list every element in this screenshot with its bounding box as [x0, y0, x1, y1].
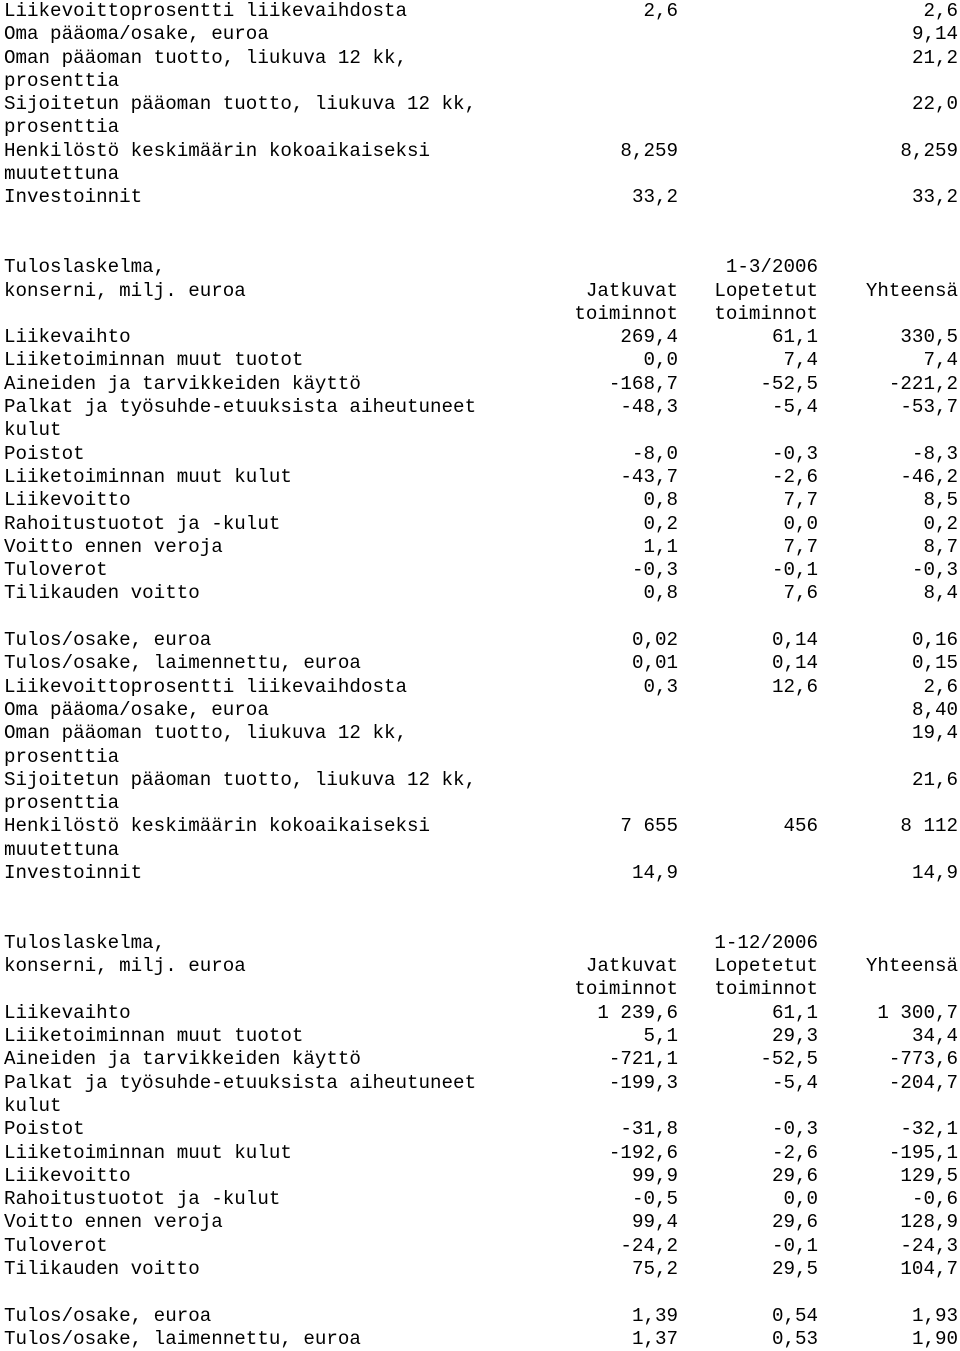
value-continuing	[564, 699, 678, 722]
row-label: Liiketoiminnan muut tuotot	[4, 349, 304, 372]
table-row-continuation	[4, 419, 958, 442]
row-label: Liiketoiminnan muut kulut	[4, 465, 292, 488]
value-total: 0,16	[911, 629, 958, 652]
table-row	[4, 629, 958, 652]
table-row	[4, 722, 958, 745]
table-row	[4, 326, 958, 349]
col-continuing-line2: toiminnot	[574, 978, 678, 1001]
section-q1-header-row-2	[4, 280, 958, 303]
value-discontinued: 7,7	[783, 535, 818, 558]
key-figures-fy	[4, 1305, 958, 1351]
row-label: Investoinnit	[4, 186, 143, 209]
row-label-continuation: prosenttia	[4, 69, 120, 92]
value-discontinued: 0,14	[771, 652, 818, 675]
value-discontinued: -52,5	[760, 372, 818, 395]
value-continuing	[564, 769, 678, 792]
row-label: Voitto ennen veroja	[4, 535, 223, 558]
table-row-continuation	[4, 116, 958, 139]
value-total: -0,3	[911, 559, 958, 582]
value-total: -204,7	[888, 1071, 958, 1094]
col-continuing-line1: Jatkuvat	[585, 955, 678, 978]
value-continuing: 7 655	[620, 815, 678, 838]
row-label: Sijoitetun pääoman tuotto, liukuva 12 kk,	[4, 93, 477, 116]
value-discontinued: 29,6	[771, 1164, 818, 1187]
value-continuing	[564, 23, 678, 46]
row-label: Liikevoitto	[4, 1164, 131, 1187]
row-label-continuation: muutettuna	[4, 838, 120, 861]
value-continuing: 1,1	[643, 535, 678, 558]
table-row-continuation	[4, 839, 958, 862]
value-total: 104,7	[900, 1258, 958, 1281]
value-continuing: -721,1	[608, 1048, 678, 1071]
row-label: Tilikauden voitto	[4, 1258, 200, 1281]
value-total: 7,4	[923, 349, 958, 372]
col-discontinued-line2: toiminnot	[714, 978, 818, 1001]
row-label: Liiketoiminnan muut tuotot	[4, 1025, 304, 1048]
value-discontinued: 29,6	[771, 1211, 818, 1234]
row-label: Tuloverot	[4, 1234, 108, 1257]
value-total: 14,9	[911, 861, 958, 884]
period-label: 1-3/2006	[725, 256, 818, 279]
value-continuing: -199,3	[608, 1071, 678, 1094]
value-continuing: -43,7	[620, 465, 678, 488]
value-discontinued: -5,4	[771, 396, 818, 419]
row-label-continuation: muutettuna	[4, 163, 120, 186]
row-label-continuation: prosenttia	[4, 745, 120, 768]
section-title-line2: konserni, milj. euroa	[4, 279, 246, 302]
table-row-continuation	[4, 792, 958, 815]
row-label: Liikevaihto	[4, 326, 131, 349]
row-label-continuation: kulut	[4, 419, 62, 442]
value-total: 8,259	[900, 139, 958, 162]
value-total: 8,40	[911, 698, 958, 721]
value-discontinued: 0,53	[771, 1327, 818, 1350]
value-discontinued: 7,6	[783, 582, 818, 605]
value-total: 19,4	[911, 722, 958, 745]
value-discontinued: 7,4	[783, 349, 818, 372]
value-discontinued	[678, 93, 818, 116]
value-continuing: -168,7	[608, 372, 678, 395]
value-discontinued: -0,1	[771, 559, 818, 582]
value-continuing: 0,3	[643, 675, 678, 698]
table-row-continuation	[4, 163, 958, 186]
row-label-continuation: prosenttia	[4, 792, 120, 815]
value-discontinued	[678, 23, 818, 46]
row-label: Tuloverot	[4, 559, 108, 582]
row-label: Palkat ja työsuhde-etuuksista aiheutuneet	[4, 1071, 477, 1094]
row-label: Aineiden ja tarvikkeiden käyttö	[4, 372, 361, 395]
table-row	[4, 186, 958, 209]
value-continuing: -192,6	[608, 1141, 678, 1164]
value-discontinued: -0,3	[771, 442, 818, 465]
row-label: Sijoitetun pääoman tuotto, liukuva 12 kk,	[4, 768, 477, 791]
table-row	[4, 1165, 958, 1188]
table-row	[4, 466, 958, 489]
col-total: Yhteensä	[865, 955, 958, 978]
section-q1-header-row-1	[4, 256, 958, 279]
table-row	[4, 1211, 958, 1234]
value-continuing: -31,8	[620, 1118, 678, 1141]
table-row	[4, 1142, 958, 1165]
table-row	[4, 559, 958, 582]
value-discontinued: 12,6	[771, 675, 818, 698]
value-total: -32,1	[900, 1118, 958, 1141]
value-total: -0,6	[911, 1188, 958, 1211]
table-row	[4, 1072, 958, 1095]
value-continuing: 5,1	[643, 1025, 678, 1048]
col-continuing-line2: toiminnot	[574, 302, 678, 325]
row-label: Tulos/osake, laimennettu, euroa	[4, 652, 361, 675]
value-discontinued: -0,1	[771, 1234, 818, 1257]
value-continuing: 269,4	[620, 326, 678, 349]
table-row	[4, 769, 958, 792]
row-label: Liikevaihto	[4, 1001, 131, 1024]
table-row	[4, 23, 958, 46]
table-row	[4, 1235, 958, 1258]
row-label: Liiketoiminnan muut kulut	[4, 1141, 292, 1164]
value-continuing: -8,0	[631, 442, 678, 465]
row-label: Tilikauden voitto	[4, 582, 200, 605]
value-discontinued: 0,54	[771, 1304, 818, 1327]
value-discontinued	[678, 769, 818, 792]
row-label: Tulos/osake, euroa	[4, 629, 212, 652]
value-continuing: -48,3	[620, 396, 678, 419]
row-label: Tulos/osake, euroa	[4, 1304, 212, 1327]
value-discontinued: 456	[783, 815, 818, 838]
value-discontinued	[678, 0, 818, 23]
col-discontinued-line2: toiminnot	[714, 302, 818, 325]
row-label-continuation: kulut	[4, 1094, 62, 1117]
table-row	[4, 443, 958, 466]
value-discontinued: 0,0	[783, 512, 818, 535]
value-continuing: 99,4	[631, 1211, 678, 1234]
value-total: 2,6	[923, 675, 958, 698]
table-row	[4, 1002, 958, 1025]
value-discontinued	[678, 699, 818, 722]
table-row	[4, 582, 958, 605]
value-total: 1,90	[911, 1327, 958, 1350]
value-total: 0,15	[911, 652, 958, 675]
value-continuing	[564, 722, 678, 745]
value-continuing: 14,9	[631, 861, 678, 884]
table-row	[4, 0, 958, 23]
row-label: Oman pääoman tuotto, liukuva 12 kk,	[4, 46, 408, 69]
table-row	[4, 1118, 958, 1141]
table-row	[4, 652, 958, 675]
row-label: Aineiden ja tarvikkeiden käyttö	[4, 1048, 361, 1071]
value-continuing: 99,9	[631, 1164, 678, 1187]
table-row	[4, 489, 958, 512]
section-title-line1: Tuloslaskelma,	[4, 256, 166, 279]
value-continuing: -0,3	[631, 559, 678, 582]
value-total: 8,5	[923, 489, 958, 512]
table-row	[4, 1025, 958, 1048]
table-row-continuation	[4, 1095, 958, 1118]
value-continuing: 33,2	[631, 186, 678, 209]
value-total: 2,6	[923, 0, 958, 22]
table-row	[4, 373, 958, 396]
col-total: Yhteensä	[865, 279, 958, 302]
value-continuing: 0,2	[643, 512, 678, 535]
value-continuing: 0,02	[631, 629, 678, 652]
value-discontinued: 0,0	[783, 1188, 818, 1211]
table-row	[4, 815, 958, 838]
row-label: Henkilöstö keskimäärin kokoaikaiseksi	[4, 815, 431, 838]
row-label-continuation: prosenttia	[4, 116, 120, 139]
value-discontinued: 7,7	[783, 489, 818, 512]
row-label: Oma pääoma/osake, euroa	[4, 23, 269, 46]
value-discontinued: 61,1	[771, 1001, 818, 1024]
table-row	[4, 1305, 958, 1328]
section-title-line2: konserni, milj. euroa	[4, 955, 246, 978]
table-row	[4, 47, 958, 70]
table-row	[4, 1048, 958, 1071]
col-continuing-line1: Jatkuvat	[585, 279, 678, 302]
value-discontinued: 61,1	[771, 326, 818, 349]
value-discontinued: 29,5	[771, 1258, 818, 1281]
value-total: -46,2	[900, 465, 958, 488]
value-total: -8,3	[911, 442, 958, 465]
row-label: Henkilöstö keskimäärin kokoaikaiseksi	[4, 139, 431, 162]
value-total: 21,2	[911, 46, 958, 69]
value-continuing: -0,5	[631, 1188, 678, 1211]
value-total: 33,2	[911, 186, 958, 209]
table-row	[4, 396, 958, 419]
value-total: 21,6	[911, 768, 958, 791]
table-row-continuation	[4, 70, 958, 93]
value-total: 8,4	[923, 582, 958, 605]
top-key-figures	[4, 0, 958, 210]
value-continuing: 75,2	[631, 1258, 678, 1281]
table-row	[4, 349, 958, 372]
value-total: 128,9	[900, 1211, 958, 1234]
col-discontinued-line1: Lopetetut	[714, 955, 818, 978]
section-fy-header-row-3	[4, 978, 958, 1001]
value-total: -24,3	[900, 1234, 958, 1257]
row-label: Oman pääoman tuotto, liukuva 12 kk,	[4, 722, 408, 745]
table-row	[4, 536, 958, 559]
value-continuing: 1,39	[631, 1304, 678, 1327]
row-label: Liikevoitto	[4, 489, 131, 512]
value-discontinued: -52,5	[760, 1048, 818, 1071]
section-title-line1: Tuloslaskelma,	[4, 931, 166, 954]
value-continuing: 0,01	[631, 652, 678, 675]
value-total: 8 112	[900, 815, 958, 838]
value-discontinued: -2,6	[771, 465, 818, 488]
table-row	[4, 1328, 958, 1351]
section-fy	[4, 932, 958, 1351]
row-label: Palkat ja työsuhde-etuuksista aiheutuneet	[4, 396, 477, 419]
value-total: 1,93	[911, 1304, 958, 1327]
table-row	[4, 1188, 958, 1211]
value-total: 22,0	[911, 93, 958, 116]
value-continuing: 2,6	[643, 0, 678, 22]
period-label: 1-12/2006	[714, 931, 818, 954]
table-row	[4, 1258, 958, 1281]
value-total: 8,7	[923, 535, 958, 558]
row-label: Investoinnit	[4, 861, 143, 884]
income-statement-fy	[4, 1002, 958, 1282]
value-total: 9,14	[911, 23, 958, 46]
row-label: Rahoitustuotot ja -kulut	[4, 1188, 281, 1211]
value-total: 129,5	[900, 1164, 958, 1187]
row-label: Voitto ennen veroja	[4, 1211, 223, 1234]
row-label: Poistot	[4, 1118, 85, 1141]
col-discontinued-line1: Lopetetut	[714, 279, 818, 302]
value-discontinued	[678, 862, 818, 885]
table-row	[4, 140, 958, 163]
section-fy-header-row-1	[4, 932, 958, 955]
section-q1-header-row-3	[4, 303, 958, 326]
value-total: -195,1	[888, 1141, 958, 1164]
key-figures-q1	[4, 629, 958, 885]
value-continuing: 0,0	[643, 349, 678, 372]
value-total: 330,5	[900, 326, 958, 349]
table-row	[4, 93, 958, 116]
value-discontinued	[678, 186, 818, 209]
value-continuing	[564, 93, 678, 116]
value-total: -53,7	[900, 396, 958, 419]
value-discontinued	[678, 722, 818, 745]
value-total: -221,2	[888, 372, 958, 395]
row-label: Tulos/osake, laimennettu, euroa	[4, 1327, 361, 1350]
section-fy-header-row-2	[4, 955, 958, 978]
table-row	[4, 862, 958, 885]
row-label: Oma pääoma/osake, euroa	[4, 698, 269, 721]
value-continuing: 1,37	[631, 1327, 678, 1350]
row-label: Liikevoittoprosentti liikevaihdosta	[4, 675, 408, 698]
value-continuing: 0,8	[643, 582, 678, 605]
table-row-continuation	[4, 746, 958, 769]
document-page	[4, 0, 958, 1351]
table-row	[4, 699, 958, 722]
value-continuing	[564, 47, 678, 70]
value-discontinued: -2,6	[771, 1141, 818, 1164]
value-discontinued	[678, 47, 818, 70]
row-label: Rahoitustuotot ja -kulut	[4, 512, 281, 535]
value-discontinued: -5,4	[771, 1071, 818, 1094]
value-continuing: -24,2	[620, 1234, 678, 1257]
value-total: 34,4	[911, 1025, 958, 1048]
value-discontinued: -0,3	[771, 1118, 818, 1141]
value-total: 0,2	[923, 512, 958, 535]
value-continuing: 0,8	[643, 489, 678, 512]
income-statement-q1	[4, 326, 958, 606]
value-total: -773,6	[888, 1048, 958, 1071]
value-continuing: 8,259	[620, 139, 678, 162]
table-row	[4, 676, 958, 699]
value-discontinued: 29,3	[771, 1025, 818, 1048]
value-discontinued	[678, 140, 818, 163]
row-label: Poistot	[4, 442, 85, 465]
row-label: Liikevoittoprosentti liikevaihdosta	[4, 0, 408, 22]
value-discontinued: 0,14	[771, 629, 818, 652]
value-total: 1 300,7	[877, 1001, 958, 1024]
value-continuing: 1 239,6	[597, 1001, 678, 1024]
section-q1	[4, 256, 958, 885]
table-row	[4, 513, 958, 536]
